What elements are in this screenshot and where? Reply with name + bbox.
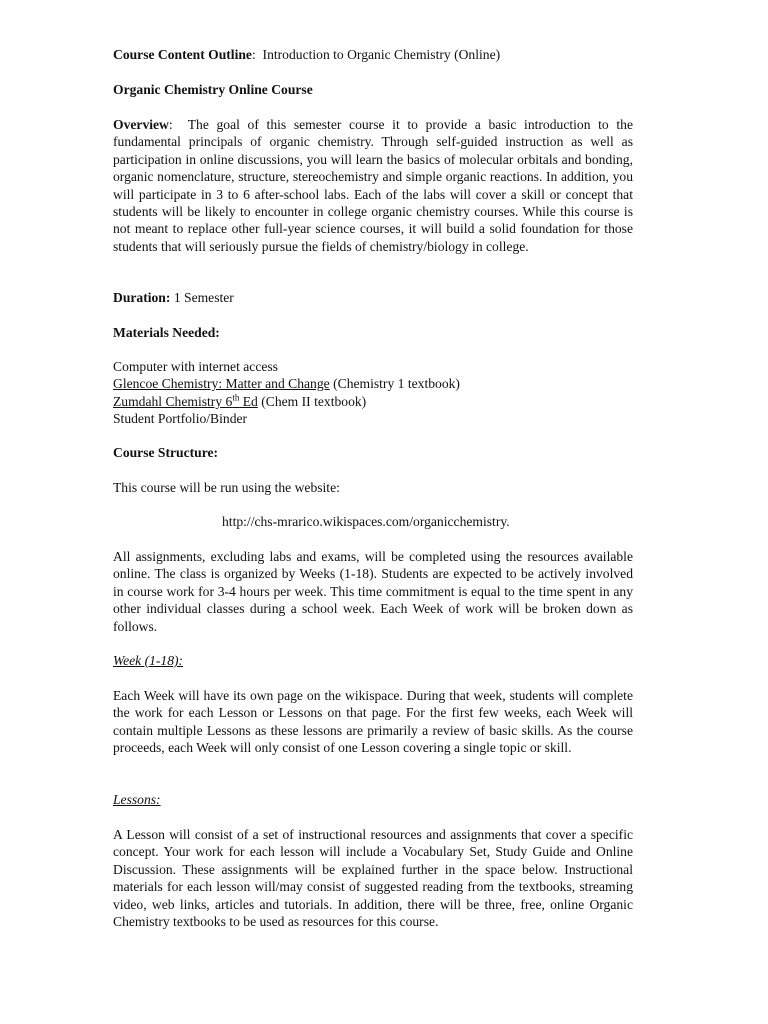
header-label: Course Content Outline <box>113 47 252 62</box>
duration-label: Duration: <box>113 290 171 305</box>
course-website-url: http://chs-mrarico.wikispaces.com/organicchemistry. <box>222 514 510 529</box>
zumdahl-title-b: Ed <box>242 393 258 409</box>
zumdahl-note: (Chem II textbook) <box>261 393 367 409</box>
course-title: Organic Chemistry Online Course <box>113 82 313 97</box>
materials-item-glencoe <box>113 375 633 392</box>
week-paragraph: Each Week will have its own page on the wikispace. During that week, students will complete the work for each Lesson or Lessons on that page. For the first few weeks, each Week will contain multiple Lessons as these lessons are primarily a review of basic skills. As the course proceeds, each Week will only consist of one Lesson covering a single topic or skill. <box>113 688 633 756</box>
structure-heading: Course Structure: <box>113 445 219 460</box>
overview-paragraph <box>113 116 633 255</box>
header-title: Introduction to Organic Chemistry (Online) <box>262 47 501 62</box>
zumdahl-superscript: th <box>232 392 240 403</box>
lessons-paragraph: A Lesson will consist of a set of instructional resources and assignments that cover a specific concept. Your work for each lesson will include a Vocabulary Set, Study Guide and Online Discussion. These assignments will be explained further in the space below. Instructional materials for each lesson will/may consist of suggested reading from the textbooks, streaming video, web links, articles and tutorials. In addition, there will be three, free, online Organic Chemistry textbooks to be used as resources for this course. <box>113 827 633 930</box>
header-line <box>113 46 633 63</box>
structure-paragraph: All assignments, excluding labs and exams, will be completed using the resources available online. The class is organized by Weeks (1-18). Students are expected to be actively involved in course work for 3-4 hours per week. This time commitment is equal to the time spent in any other individual classes during a school week. Each Week of work will be broken down as follows. <box>113 549 633 634</box>
overview-separator: : <box>168 117 173 132</box>
week-heading: Week (1-18): <box>113 653 184 668</box>
zumdahl-title-a: Zumdahl Chemistry 6 <box>113 393 233 409</box>
materials-list <box>113 358 633 428</box>
glencoe-note: (Chemistry 1 textbook) <box>333 376 460 392</box>
header-separator: : <box>251 47 256 62</box>
overview-text: The goal of this semester course it to provide a basic introduction to the fundamental principals of organic chemistry. Through self-guided instruction as well as participation in online discussions, you will learn the basics of molecular orbitals and bonding, organic nomenclature, structure, stereochemistry and simple organic reactions. In addition, you will participate in 3 to 6 after-school labs. Each of the labs will cover a skill or concept that students will be likely to encounter in college organic chemistry courses. While this course is not meant to replace other full-year science courses, it will build a solid foundation for those students that will seriously pursue the fields of chemistry/biology in college. <box>113 117 633 254</box>
materials-heading: Materials Needed: <box>113 325 220 340</box>
lessons-heading: Lessons: <box>113 792 161 807</box>
duration-value: 1 Semester <box>173 290 234 305</box>
overview-label: Overview <box>113 117 169 132</box>
glencoe-title: Glencoe Chemistry: Matter and Change <box>113 376 330 392</box>
materials-item-computer: Computer with internet access <box>113 359 278 374</box>
duration-line <box>113 289 633 306</box>
materials-item-zumdahl <box>113 393 633 410</box>
materials-item-portfolio: Student Portfolio/Binder <box>113 411 248 427</box>
zumdahl-title <box>113 394 258 409</box>
structure-intro: This course will be run using the website: <box>113 480 340 495</box>
